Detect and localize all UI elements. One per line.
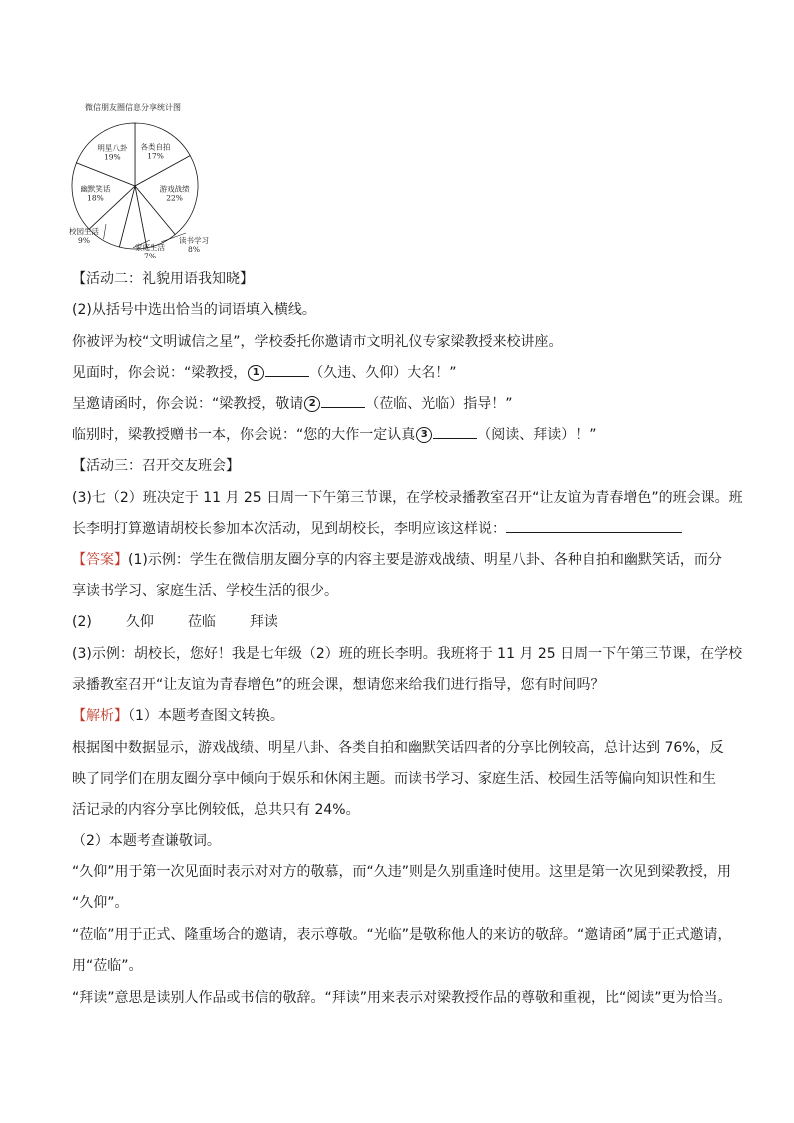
pie-label-3: 家庭生活 — [135, 243, 165, 252]
answer-1-line-1 — [72, 549, 722, 571]
pie-label-2: 读书学习 — [179, 236, 209, 245]
pie-chart-svg — [68, 98, 238, 258]
pie-value-label-2: 8% — [188, 245, 200, 254]
analysis-label: 【解析】 — [72, 708, 128, 724]
pie-chart — [68, 98, 238, 258]
analysis-1-line-3: 活记录的内容分享比例较低，总共只有 24%。 — [72, 802, 360, 818]
blank-number-2: 2 — [304, 396, 320, 412]
question-3-line-1: (3)七（2）班决定于 11 月 25 日周一下午第三节课，在学校录播教室召开“让友谊为青春增色”的班会课。班 — [72, 490, 743, 506]
question-3-line-2-text: 长李明打算邀请胡校长参加本次活动，见到胡校长，李明应该这样说： — [72, 521, 506, 537]
blank-3[interactable] — [433, 424, 477, 439]
question-2: (2)从括号中选出恰当的词语填入横线。 — [72, 302, 316, 318]
sentence-1-post: （久违、久仰）大名！” — [309, 365, 457, 381]
pie-value-label-4: 9% — [78, 236, 90, 245]
answer-2-number: (2) — [72, 614, 92, 630]
sentence-2 — [72, 393, 513, 415]
analysis-2-line-4: 用“莅临”。 — [72, 958, 143, 974]
analysis-2-head: （2）本题考查谦敬词。 — [72, 833, 221, 849]
answer-2-word-3: 拜读 — [249, 614, 278, 630]
answer-2 — [72, 611, 278, 633]
pie-label-0: 各类自拍 — [140, 142, 171, 152]
pie-label-1: 游戏战绩 — [159, 184, 190, 194]
answer-3-line-1: (3)示例：胡校长，您好！我是七年级（2）班的班长李明。我班将于 11 月 25 日周一下午第三节课，在学校 — [72, 646, 743, 662]
answer-3-line-2: 录播教室召开“让友谊为青春增色”的班会课，想请您来给我们进行指导，您有时间吗？ — [72, 677, 605, 693]
analysis-2-line-5: “拜读”意思是读别人作品或书信的敬辞。“拜读”用来表示对梁教授作品的尊敬和重视，比“阅读”更为恰当。 — [72, 990, 732, 1006]
question-2-intro: 你被评为校“文明诚信之星”，学校委托你邀请市文明礼仪专家梁教授来校讲座。 — [72, 334, 563, 350]
answer-blank-3[interactable] — [506, 518, 682, 533]
analysis-1-head — [72, 705, 284, 727]
answer-2-word-2: 莅临 — [187, 614, 216, 630]
analysis-2-line-3: “莅临”用于正式、隆重场合的邀请，表示尊敬。“光临”是敬称他人的来访的敬辞。“邀请函”属于正式邀请， — [72, 927, 732, 943]
pie-value-label-6: 19% — [104, 152, 121, 162]
blank-number-3: 3 — [416, 427, 432, 443]
blank-1[interactable] — [265, 362, 309, 377]
question-3-line-2 — [72, 518, 682, 540]
sentence-3-post: （阅读、拜读）！” — [477, 427, 597, 443]
chart-title: 微信朋友圈信息分享统计图 — [85, 103, 181, 112]
pie-value-label-1: 22% — [166, 193, 183, 203]
analysis-2-line-2: “久仰”。 — [72, 895, 129, 911]
answer-1-text: (1)示例：学生在微信朋友圈分享的内容主要是游戏战绩、明星八卦、各种自拍和幽默笑话，而分 — [128, 552, 722, 568]
pie-value-label-3: 7% — [144, 252, 156, 258]
blank-number-1: 1 — [248, 365, 264, 381]
answer-2-word-1: 久仰 — [125, 614, 154, 630]
pie-label-5: 幽默笑话 — [80, 184, 111, 194]
sentence-3 — [72, 424, 597, 446]
sentence-3-pre: 临别时，梁教授赠书一本，你会说：“您的大作一定认真 — [72, 427, 416, 443]
analysis-1-line-2: 映了同学们在朋友圈分享中倾向于娱乐和休闲主题。而读书学习、家庭生活、校园生活等偏向知识性和生 — [72, 771, 716, 787]
pie-label-6: 明星八卦 — [97, 143, 128, 153]
blank-2[interactable] — [321, 393, 365, 408]
sentence-1-pre: 见面时，你会说：“梁教授， — [72, 365, 248, 381]
pie-value-label-0: 17% — [147, 151, 164, 161]
sentence-2-post: （莅临、光临）指导！” — [365, 396, 513, 412]
sentence-1 — [72, 362, 457, 384]
answer-1-line-2: 享读书学习、家庭生活、学校生活的很少。 — [72, 583, 338, 599]
activity2-heading: 【活动二：礼貌用语我知晓】 — [72, 271, 254, 287]
answer-label: 【答案】 — [72, 552, 128, 568]
pie-label-4: 校园生活 — [69, 227, 99, 236]
pie-value-label-5: 18% — [87, 193, 104, 203]
activity3-heading: 【活动三：召开交友班会】 — [72, 458, 240, 474]
analysis-2-line-1: “久仰”用于第一次见面时表示对对方的敬慕，而“久违”则是久别重逢时使用。这里是第一次见到梁教授，用 — [72, 864, 732, 880]
analysis-1-line-1: 根据图中数据显示，游戏战绩、明星八卦、各类自拍和幽默笑话四者的分享比例较高，总计达到 76%，反 — [72, 740, 724, 756]
analysis-1-heading: （1）本题考查图文转换。 — [128, 708, 284, 724]
sentence-2-pre: 呈邀请函时，你会说：“梁教授，敬请 — [72, 396, 304, 412]
